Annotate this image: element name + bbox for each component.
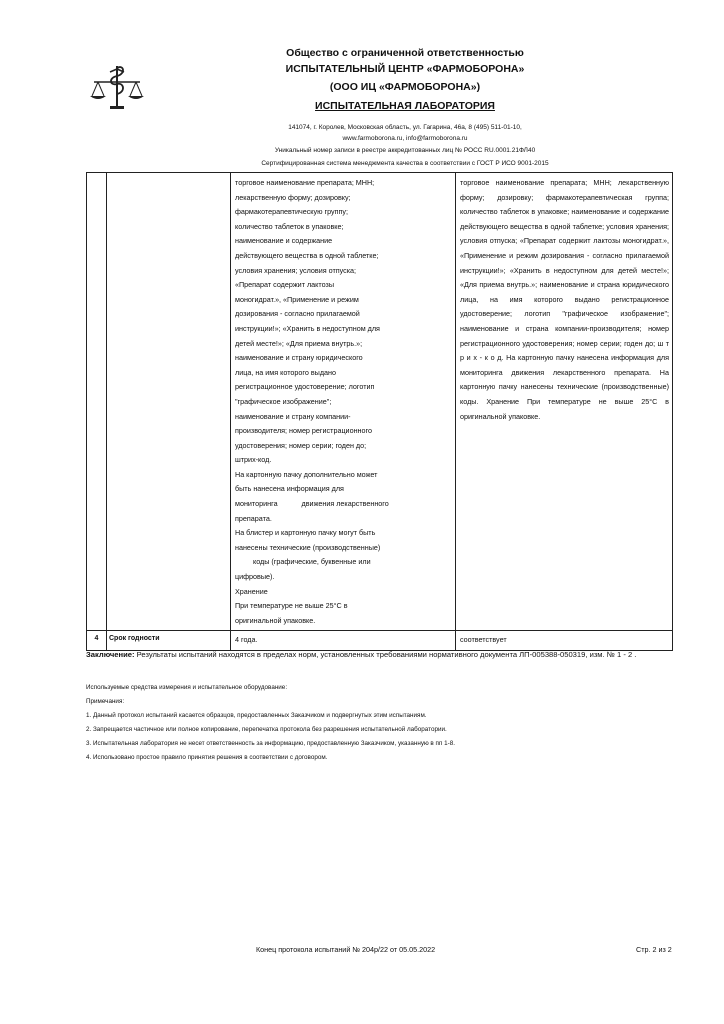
parameter-name: Срок годности <box>107 631 231 651</box>
org-address: 141074, г. Королев, Московская область, ул. Гагарина, 46а, 8 (495) 511-01-10, <box>288 124 522 131</box>
org-type: Общество с ограниченной ответственностью <box>286 47 524 59</box>
org-name: ИСПЫТАТЕЛЬНЫЙ ЦЕНТР «ФАРМОБОРОНА» <box>285 63 525 75</box>
requirement-line: фармакотерапевтическую группу; <box>235 207 349 217</box>
requirement-line: наименование и страну компании- <box>235 411 351 421</box>
requirement-line: условия хранения; условия отпуска; <box>235 265 357 275</box>
note-item: 3. Испытательная лаборатория не несет ответственность за информацию, предоставленную Заказчиком, указанную в пп 1-8. <box>86 740 455 747</box>
note-item: 2. Запрещается частичное или полное копирование, перепечатка протокола без разрешения испытательной лаборатории. <box>86 726 447 733</box>
row-number: 4 <box>87 631 107 651</box>
company-logo-icon <box>86 62 148 112</box>
requirement-line: коды (графические, буквенные или <box>235 557 371 567</box>
requirement-cell <box>231 173 456 631</box>
requirement-line: наименование и содержание <box>235 236 333 246</box>
requirement-line: детей месте!»; «Для приема внутрь.»; <box>235 338 363 348</box>
equipment-note: Используемые средства измерения и испытательное оборудование: <box>86 684 288 691</box>
requirement-line: лица, на имя которого выдано <box>235 367 336 377</box>
requirement-line: препарата. <box>235 513 272 523</box>
conclusion <box>86 648 672 661</box>
requirement-line: инструкции!»; «Хранить в недоступном для <box>235 323 380 333</box>
requirement-line: регистрационное удостоверение; логотип <box>235 382 375 392</box>
requirement-line: цифровые). <box>235 572 275 582</box>
lab-title: ИСПЫТАТЕЛЬНАЯ ЛАБОРАТОРИЯ <box>315 100 495 112</box>
note-item: 4. Использовано простое правило принятия решения в соответствии с договором. <box>86 754 328 761</box>
requirement-line: На картонную пачку дополнительно может <box>235 469 378 479</box>
requirement-line: На блистер и картонную пачку могут быть <box>235 528 376 538</box>
notes-title: Примечания: <box>86 698 125 705</box>
requirement-line: удостоверения; номер серии; годен до; <box>235 440 367 450</box>
registry-number: Уникальный номер записи в реестре аккредитованных лиц № РОСС RU.0001.21ФЛ40 <box>274 147 536 154</box>
requirement-lines <box>235 176 451 628</box>
requirement-line: штрих-код. <box>235 455 272 465</box>
requirement-line: "графическое изображение"; <box>235 396 332 406</box>
requirement-line: Хранение <box>235 586 268 596</box>
row-number-cell <box>87 173 107 631</box>
result-value: соответствует <box>456 631 673 651</box>
requirement-line: оригинальной упаковке. <box>235 615 316 625</box>
note-item: 1. Данный протокол испытаний касается образцов, предоставленных Заказчиком и подвергнутых этим испытаниям. <box>86 712 427 719</box>
requirement-line: лекарственную форму; дозировку; <box>235 192 351 202</box>
requirement-line: дозирования - согласно прилагаемой <box>235 309 360 319</box>
table-row <box>87 173 673 631</box>
conclusion-text: Результаты испытаний находятся в пределах норм, установленных требованиями нормативного документа ЛП-005388-050319, изм. № 1 - 2 . <box>136 650 637 659</box>
conclusion-label: Заключение: <box>86 650 135 659</box>
requirement-line: При температуре не выше 25°С в <box>235 601 348 611</box>
org-short-name: (ООО ИЦ «ФАРМОБОРОНА») <box>329 81 481 93</box>
requirement-line: нанесены технические (производственные) <box>235 542 381 552</box>
protocol-end: Конец протокола испытаний № 204р/22 от 05.05.2022 <box>256 945 436 954</box>
results-table <box>86 172 673 651</box>
requirement-line: мониторинга движения лекарственного <box>235 499 389 509</box>
requirement-value: 4 года. <box>231 631 456 651</box>
requirement-line: количество таблеток в упаковке; <box>235 221 344 231</box>
page-number: Стр. 2 из 2 <box>636 945 672 954</box>
iso-certification: Сертифицированная система менеджмента качества в соответствии с ГОСТ Р ИСО 9001-2015 <box>261 160 549 167</box>
requirement-line: быть нанесена информация для <box>235 484 344 494</box>
parameter-cell <box>107 173 231 631</box>
result-cell <box>456 173 673 631</box>
requirement-line: «Препарат содержит лактозы <box>235 280 334 290</box>
requirement-line: производителя; номер регистрационного <box>235 426 372 436</box>
requirement-line: наименование и страну юридического <box>235 353 363 363</box>
result-text: торговое наименование препарата; МНН; лекарственную форму; дозировку; фармакотерапевтическая группа; количество таблеток в упаковке; наименование и содержание действующего вещества в одной таблетке; условия хранения; условия отпуска; «Препарат содержит лактозы моногидрат.», «Применение и режим дозирования - согласно прилагаемой инструкции!»; «Хранить в недоступном для детей месте!»; «Для приема внутрь.»; наименование и страна юридического лица, на имя которого выдано регистрационное удостоверение; логотип "графическое изображение"; наименование и страна компании-производителя; номер регистрационного удостоверения; номер серии; годен до; ш т р и х - к о д. На картонную пачку нанесена информация для мониторинга движения лекарственного препарата. На картонную пачку нанесены технические (производственные) коды. Хранение При температуре не выше 25°С в оригинальной упаковке. <box>460 178 669 421</box>
org-web: www.farmoborona.ru, info@farmoborona.ru <box>342 135 468 142</box>
requirement-line: действующего вещества в одной таблетке; <box>235 250 379 260</box>
requirement-line: моногидрат.», «Применение и режим <box>235 294 359 304</box>
requirement-line: торговое наименование препарата; МНН; <box>235 178 375 187</box>
